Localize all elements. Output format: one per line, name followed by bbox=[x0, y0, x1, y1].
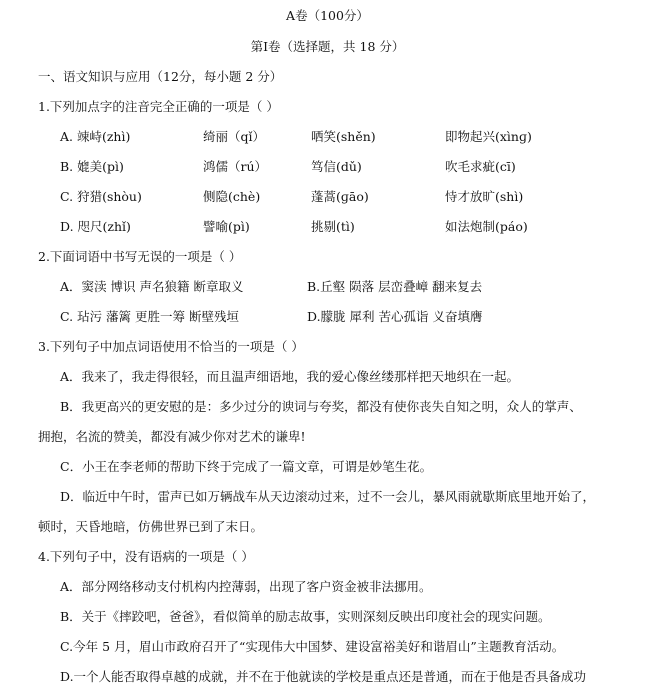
q1-option-row-d bbox=[0, 217, 655, 237]
q2-option-b: B.丘壑 陨落 层峦叠嶂 翻来复去 bbox=[307, 279, 483, 294]
q4-option-a: A．部分网络移动支付机构内控薄弱，出现了客户资金被非法挪用。 bbox=[60, 579, 432, 594]
q1-c-2: 侧隐(chè) bbox=[203, 189, 261, 204]
q3-option-d-line1: D．临近中午时，雷声已如万辆战车从天边滚动过来，过不一会儿，暴风雨就歇斯底里地开始了， bbox=[60, 489, 596, 504]
q4-option-d: D.一个人能否取得卓越的成就，并不在于他就读的学校是重点还是普通，而在于他是否具备成功 bbox=[60, 669, 587, 684]
q1-b-2: 鸿儒（rú） bbox=[203, 159, 268, 174]
question-1-stem: 1.下列加点字的注音完全正确的一项是（ ） bbox=[38, 99, 279, 114]
q1-b-4: 吹毛求疵(cī) bbox=[445, 159, 516, 174]
q1-a-1: A. 竦峙(zhì) bbox=[60, 129, 131, 144]
q1-d-3: 挑剔(tì) bbox=[311, 219, 355, 234]
question-4-stem: 4.下列句子中，没有语病的一项是（ ） bbox=[38, 549, 254, 564]
q4-option-b: B．关于《摔跤吧，爸爸》，看似简单的励志故事，实则深刻反映出印度社会的现实问题。 bbox=[60, 609, 551, 624]
q2-option-row-2 bbox=[0, 307, 655, 327]
q1-c-1: C. 狩猎(shòu) bbox=[60, 189, 142, 204]
q3-option-b-line2: 拥抱，名流的赞美，都没有减少你对艺术的谦卑! bbox=[38, 429, 306, 444]
section-heading: 一、语文知识与应用（12分，每小题 2 分） bbox=[38, 69, 283, 84]
q1-option-row-b bbox=[0, 157, 655, 177]
q1-option-row-c bbox=[0, 187, 655, 207]
q1-b-3: 笃信(dǔ) bbox=[311, 159, 362, 174]
exam-title: A卷（100分） bbox=[286, 8, 369, 23]
q3-option-a: A．我来了，我走得很轻，而且温声细语地，我的爱心像丝缕那样把天地织在一起。 bbox=[60, 369, 520, 384]
q4-option-c: C.今年 5 月，眉山市政府召开了“实现伟大中国梦、建设富裕美好和谐眉山”主题教育活动。 bbox=[60, 639, 565, 654]
q1-d-2: 譬喻(pì) bbox=[203, 219, 250, 234]
q2-option-a: A．窦渎 博识 声名狼籍 断章取义 bbox=[60, 279, 244, 294]
q2-option-d: D.朦胧 犀利 苦心孤诣 义奋填膺 bbox=[307, 309, 483, 324]
q1-d-1: D. 咫尺(zhǐ) bbox=[60, 219, 131, 234]
q1-a-2: 绮丽（qǐ） bbox=[203, 129, 265, 144]
q1-c-3: 蓬蒿(ɡāo) bbox=[311, 189, 369, 204]
q2-option-c: C. 玷污 藩篱 更胜一筹 断壁残垣 bbox=[60, 309, 239, 324]
q2-option-row-1 bbox=[0, 277, 655, 297]
question-2-stem: 2.下面词语中书写无误的一项是（ ） bbox=[38, 249, 242, 264]
q1-d-4: 如法炮制(páo) bbox=[445, 219, 528, 234]
question-3-stem: 3.下列句子中加点词语使用不恰当的一项是（ ） bbox=[38, 339, 304, 354]
q3-option-d-line2: 顿时，天昏地暗，仿佛世界已到了末日。 bbox=[38, 519, 264, 534]
exam-subtitle: 第Ⅰ卷（选择题，共 18 分） bbox=[250, 39, 405, 54]
q1-b-1: B. 媲美(pì) bbox=[60, 159, 124, 174]
q3-option-b-line1: B．我更高兴的更安慰的是：多少过分的谀词与夸奖，都没有使你丧失自知之明，众人的掌声、 bbox=[60, 399, 582, 414]
q1-c-4: 恃才放旷(shì) bbox=[445, 189, 524, 204]
q1-option-row-a bbox=[0, 127, 655, 147]
q3-option-c: C．小王在李老师的帮助下终于完成了一篇文章，可谓是妙笔生花。 bbox=[60, 459, 433, 474]
q1-a-3: 哂笑(shěn) bbox=[311, 129, 376, 144]
q1-a-4: 即物起兴(xìnɡ) bbox=[445, 129, 532, 144]
